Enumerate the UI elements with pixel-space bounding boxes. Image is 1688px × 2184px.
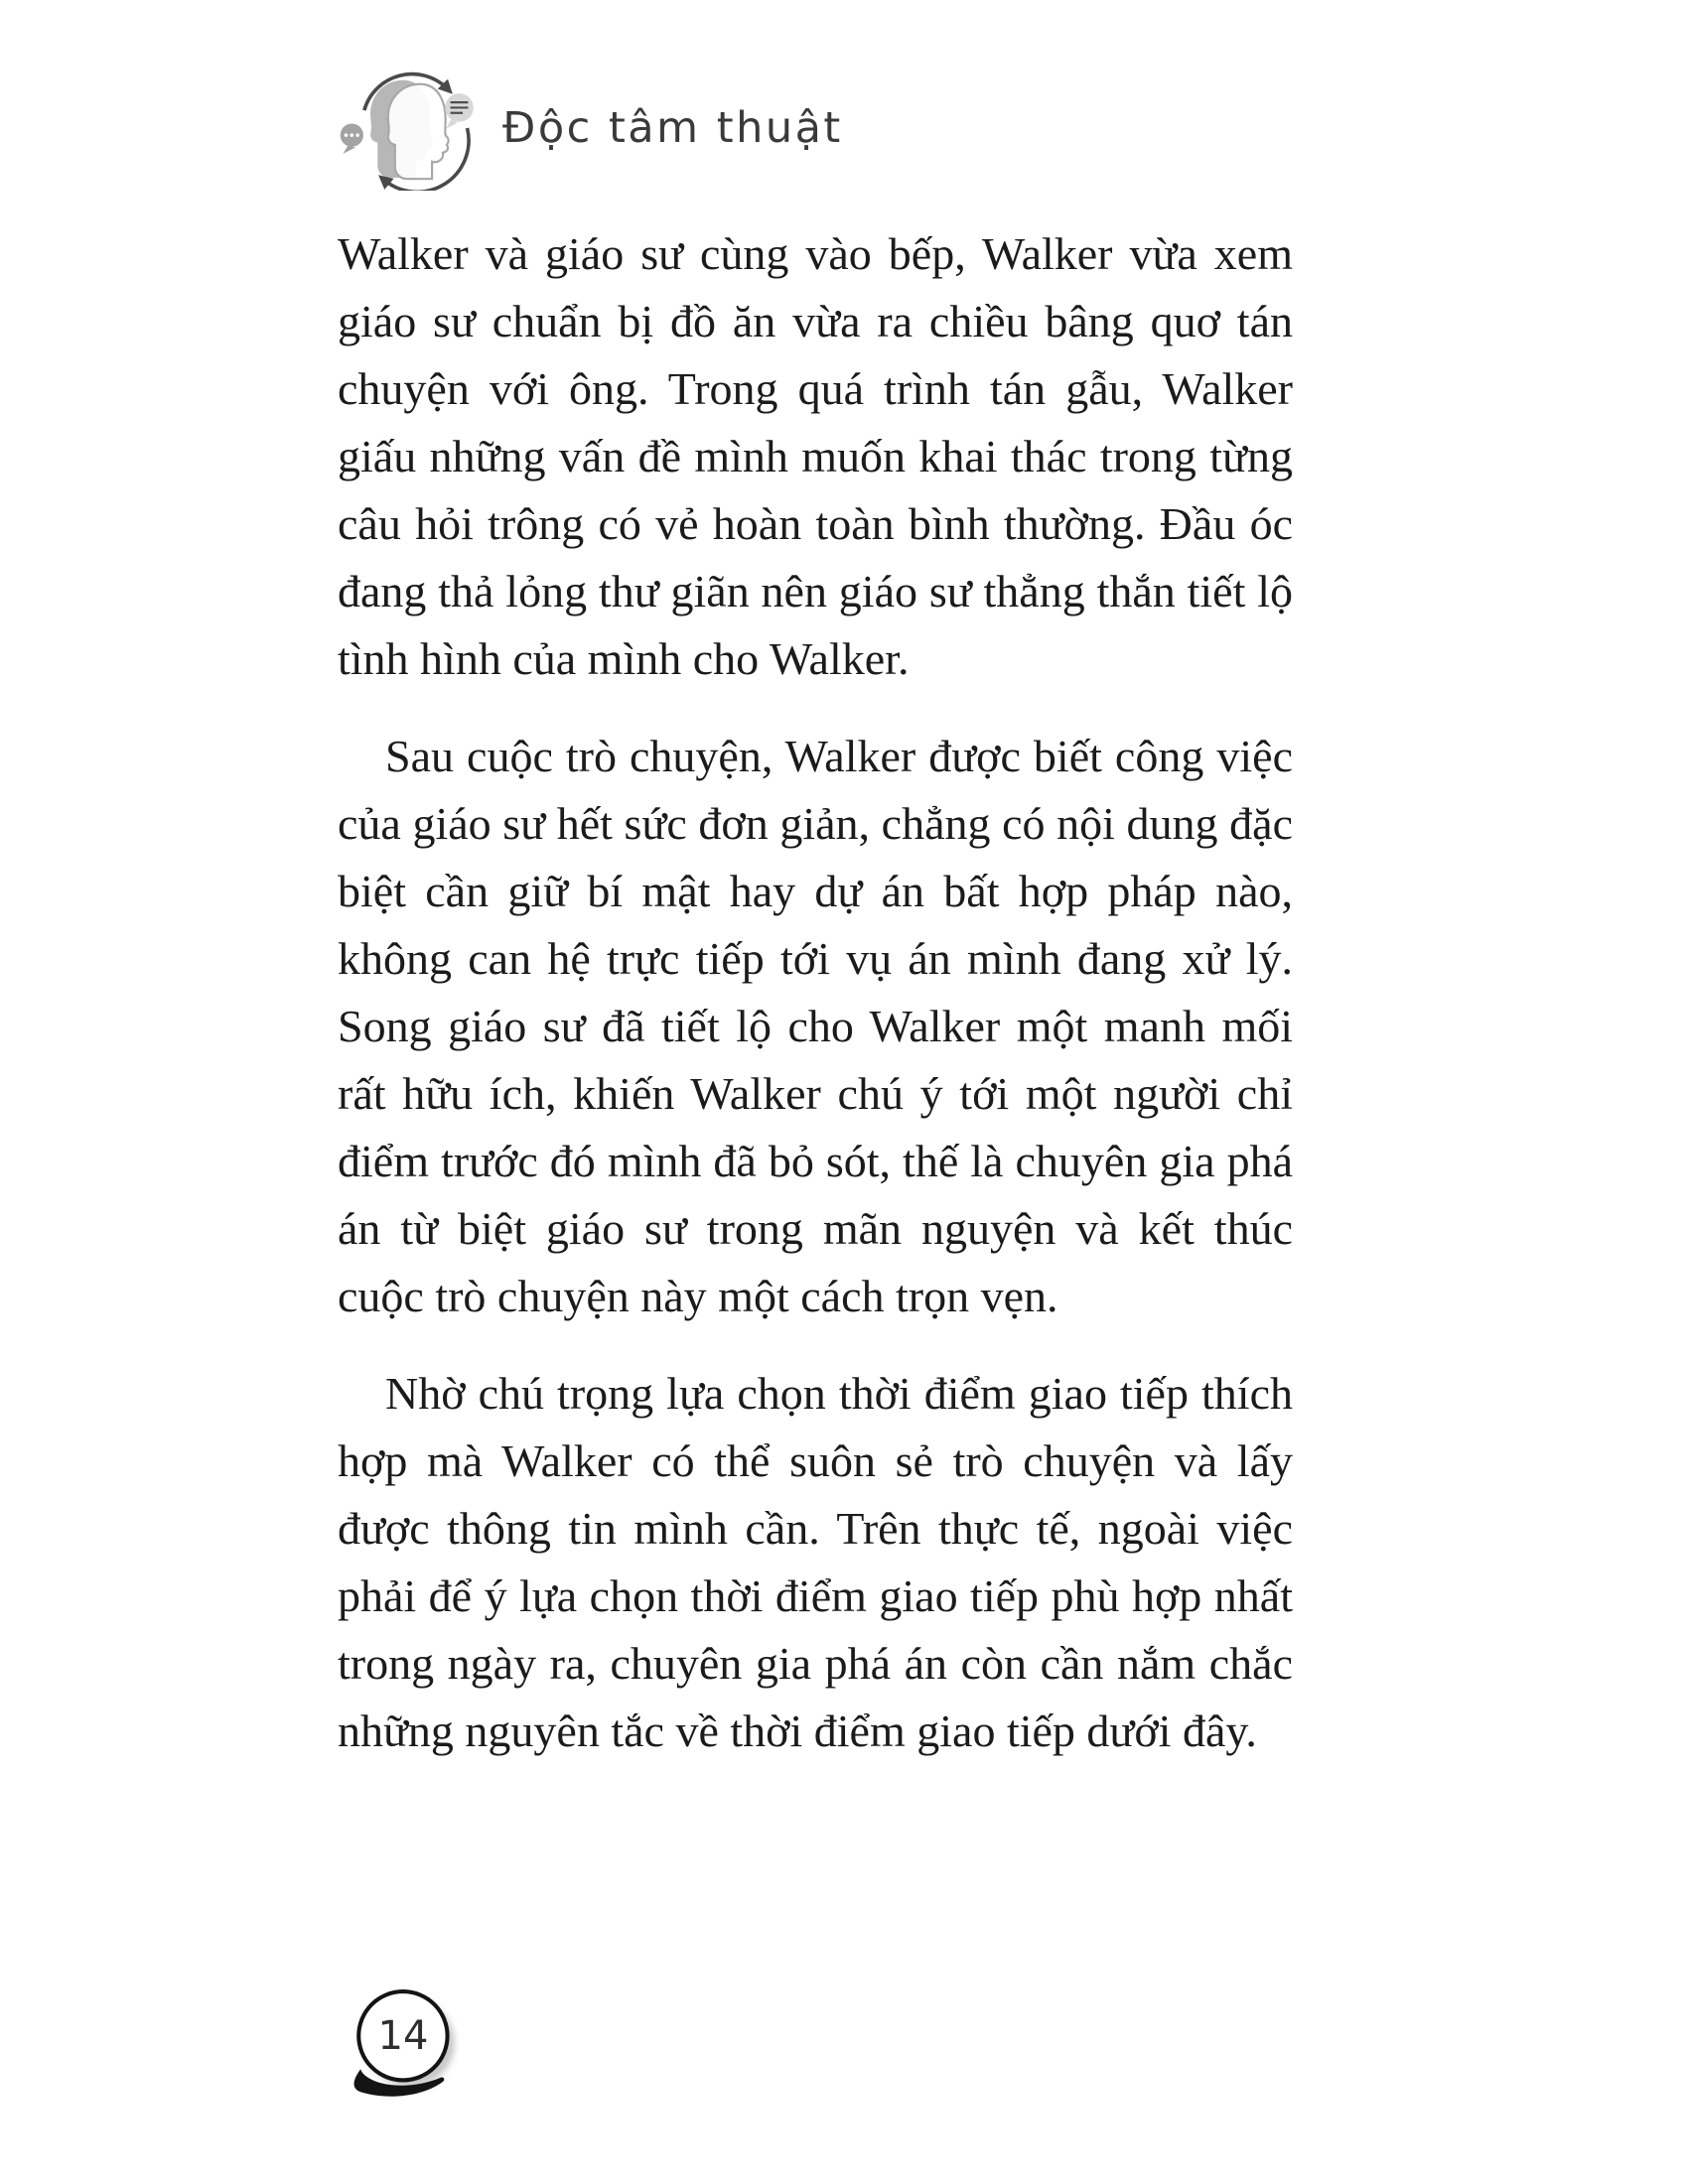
page-header	[338, 66, 843, 191]
head-outline-icon	[388, 84, 449, 179]
body-paragraph-2: Sau cuộc trò chuyện, Walker được biết công việc của giáo sư hết sức đơn giản, chẳng có nội dung đặc biệt cần giữ bí mật hay dự án bất hợp pháp nào, không can hệ trực tiếp tới vụ án mình đang xử lý. Song giáo sư đã tiết lộ cho Walker một manh mối rất hữu ích, khiến Walker chú ý tới một người chỉ điểm trước đó mình đã bỏ sót, thế là chuyên gia phá án từ biệt giáo sư trong mãn nguyện và kết thúc cuộc trò chuyện này một cách trọn vẹn.	[338, 731, 1293, 1321]
mind-reading-logo-icon	[338, 66, 489, 191]
page-number: 14	[377, 2013, 429, 2059]
lines-speech-bubble-icon	[445, 93, 474, 129]
body-paragraph-3: Nhờ chú trọng lựa chọn thời điểm giao tiếp thích hợp mà Walker có thể suôn sẻ trò chuyện và lấy được thông tin mình cần. Trên thực tế, ngoài việc phải để ý lựa chọn thời điểm giao tiếp phù hợp nhất trong ngày ra, chuyên gia phá án còn cần nắm chắc những nguyên tắc về thời điểm giao tiếp dưới đây.	[338, 1368, 1293, 1756]
dots-speech-bubble-icon	[341, 124, 363, 154]
book-title: Độc tâm thuật	[502, 103, 843, 153]
body-paragraph-1: Walker và giáo sư cùng vào bếp, Walker vừa xem giáo sư chuẩn bị đồ ăn vừa ra chiều bâng quơ tán chuyện với ông. Trong quá trình tán gẫu, Walker giấu những vấn đề mình muốn khai thác trong từng câu hỏi trông có vẻ hoàn toàn bình thường. Đầu óc đang thả lỏng thư giãn nên giáo sư thẳng thắn tiết lộ tình hình của mình cho Walker.	[338, 228, 1293, 684]
page-footer	[344, 1985, 475, 2116]
page-body	[338, 220, 1293, 1795]
